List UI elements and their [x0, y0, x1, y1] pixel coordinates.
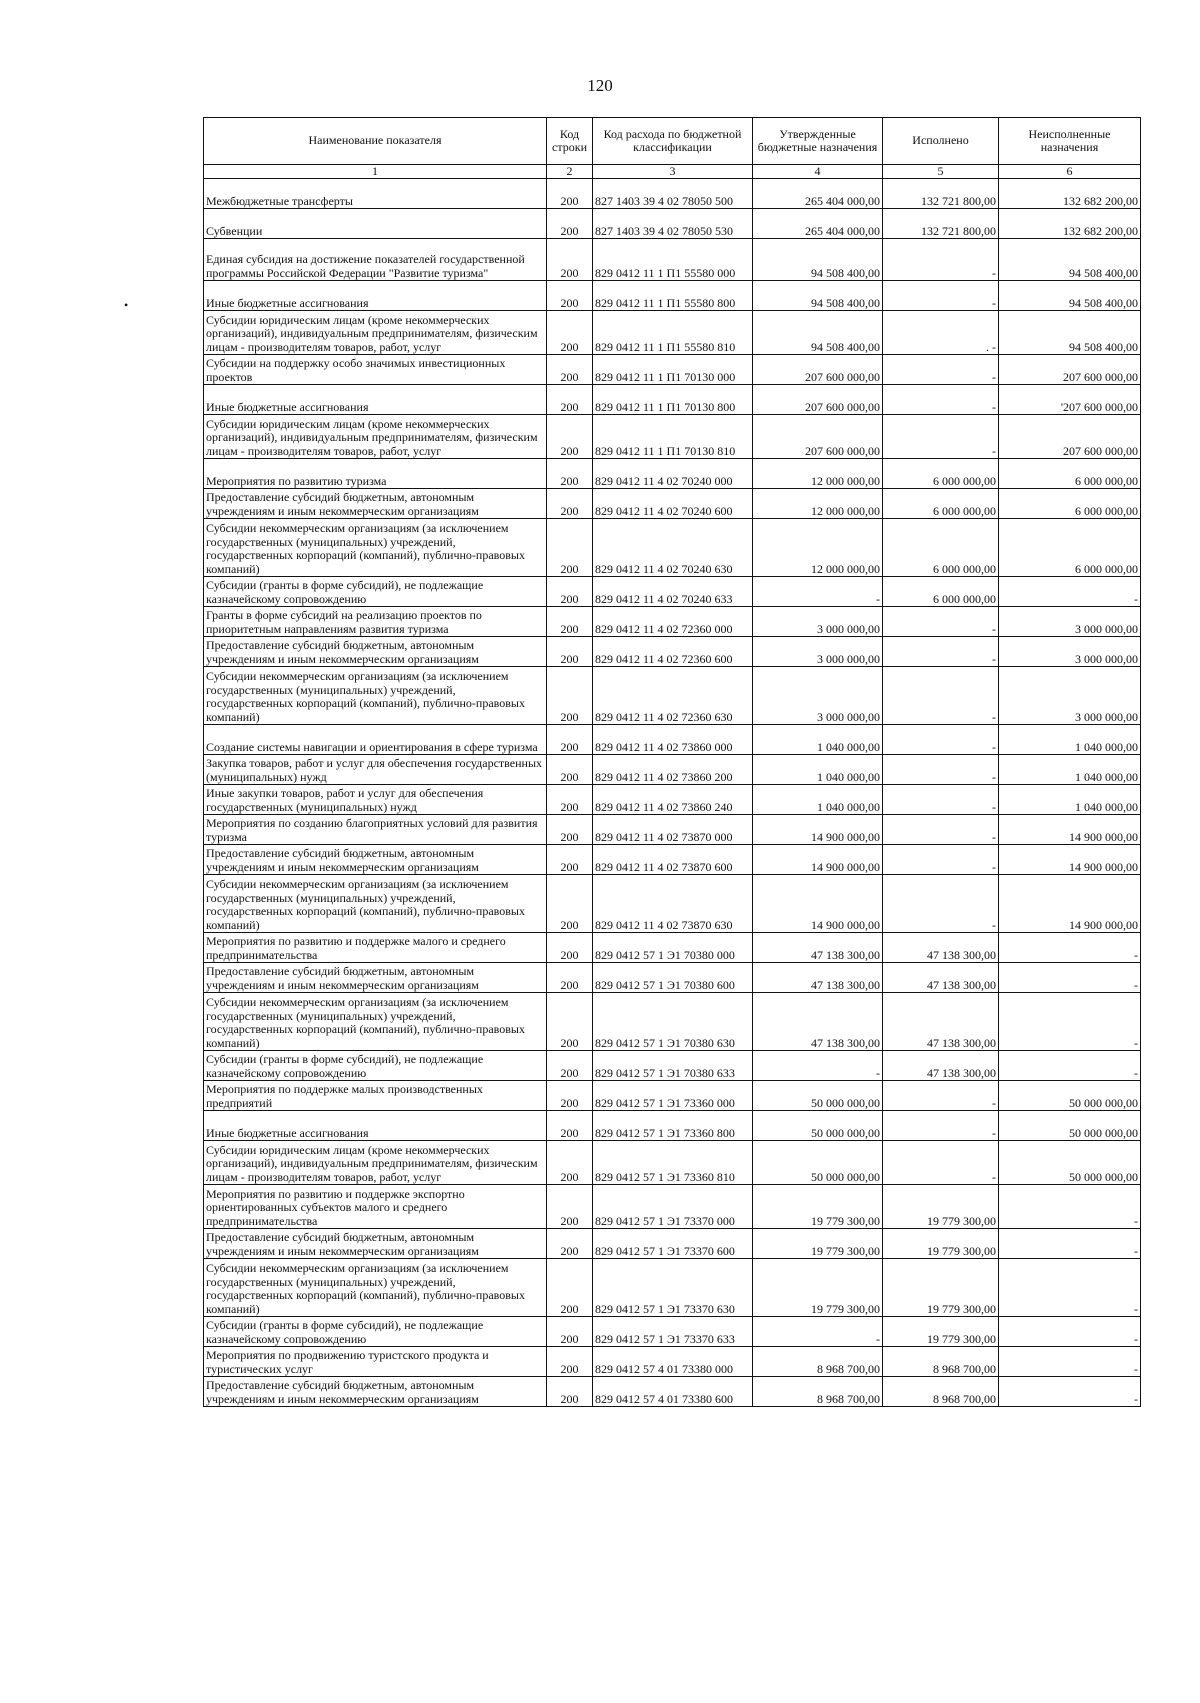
executed-amount: - — [883, 637, 999, 667]
table-row — [204, 725, 1141, 755]
classification-code: 829 0412 11 1 П1 70130 000 — [593, 355, 753, 385]
executed-amount: 6 000 000,00 — [883, 577, 999, 607]
line-code: 200 — [547, 785, 593, 815]
unexecuted-amount: 3 000 000,00 — [999, 607, 1141, 637]
line-code: 200 — [547, 1185, 593, 1229]
unexecuted-amount: - — [999, 1051, 1141, 1081]
indicator-name: Субсидии некоммерческим организациям (за исключением государственных (муниципальных) учреждений, государственных корпораций (компаний), публично-правовых компаний) — [204, 875, 547, 933]
unexecuted-amount: 6 000 000,00 — [999, 489, 1141, 519]
unexecuted-amount: 3 000 000,00 — [999, 667, 1141, 725]
indicator-name: Мероприятия по поддержке малых производственных предприятий — [204, 1081, 547, 1111]
line-code: 200 — [547, 577, 593, 607]
classification-code: 829 0412 11 1 П1 55580 000 — [593, 239, 753, 281]
line-code: 200 — [547, 875, 593, 933]
unexecuted-amount: - — [999, 1347, 1141, 1377]
unexecuted-amount: 94 508 400,00 — [999, 239, 1141, 281]
executed-amount: 132 721 800,00 — [883, 179, 999, 209]
unexecuted-amount: 207 600 000,00 — [999, 355, 1141, 385]
indicator-name: Субсидии (гранты в форме субсидий), не подлежащие казначейскому сопровождению — [204, 1051, 547, 1081]
executed-amount: - — [883, 725, 999, 755]
line-code: 200 — [547, 993, 593, 1051]
classification-code: 829 0412 11 1 П1 55580 800 — [593, 281, 753, 311]
approved-amount: 50 000 000,00 — [753, 1081, 883, 1111]
table-row — [204, 1259, 1141, 1317]
table-row — [204, 281, 1141, 311]
approved-amount: 14 900 000,00 — [753, 815, 883, 845]
approved-amount: 3 000 000,00 — [753, 607, 883, 637]
approved-amount: 1 040 000,00 — [753, 755, 883, 785]
approved-amount: 94 508 400,00 — [753, 281, 883, 311]
table-row — [204, 933, 1141, 963]
approved-amount: 47 138 300,00 — [753, 933, 883, 963]
approved-amount: 8 968 700,00 — [753, 1377, 883, 1407]
indicator-name: Предоставление субсидий бюджетным, автономным учреждениям и иным некоммерческим организациям — [204, 1377, 547, 1407]
approved-amount: 207 600 000,00 — [753, 385, 883, 415]
table-row — [204, 209, 1141, 239]
indicator-name: Закупка товаров, работ и услуг для обеспечения государственных (муниципальных) нужд — [204, 755, 547, 785]
line-code: 200 — [547, 1111, 593, 1141]
line-code: 200 — [547, 607, 593, 637]
unexecuted-amount: - — [999, 1377, 1141, 1407]
line-code: 200 — [547, 933, 593, 963]
classification-code: 829 0412 57 1 Э1 73370 600 — [593, 1229, 753, 1259]
classification-code: 827 1403 39 4 02 78050 530 — [593, 209, 753, 239]
approved-amount: 3 000 000,00 — [753, 637, 883, 667]
approved-amount: - — [753, 1051, 883, 1081]
executed-amount: - — [883, 239, 999, 281]
indicator-name: Субсидии юридическим лицам (кроме некоммерческих организаций), индивидуальным предпринимателям, физическим лицам - производителям товаров, работ, услуг — [204, 311, 547, 355]
line-code: 200 — [547, 239, 593, 281]
line-code: 200 — [547, 281, 593, 311]
unexecuted-amount: 3 000 000,00 — [999, 637, 1141, 667]
table-row — [204, 1185, 1141, 1229]
classification-code: 827 1403 39 4 02 78050 500 — [593, 179, 753, 209]
approved-amount: 19 779 300,00 — [753, 1185, 883, 1229]
indicator-name: Иные бюджетные ассигнования — [204, 385, 547, 415]
approved-amount: 3 000 000,00 — [753, 667, 883, 725]
header-executed: Исполнено — [883, 118, 999, 165]
unexecuted-amount: - — [999, 577, 1141, 607]
executed-amount: - — [883, 607, 999, 637]
executed-amount: 47 138 300,00 — [883, 993, 999, 1051]
table-row — [204, 637, 1141, 667]
unexecuted-amount: 207 600 000,00 — [999, 415, 1141, 459]
line-code: 200 — [547, 1229, 593, 1259]
header-indicator-name: Наименование показателя — [204, 118, 547, 165]
approved-amount: 207 600 000,00 — [753, 415, 883, 459]
approved-amount: 12 000 000,00 — [753, 489, 883, 519]
executed-amount: - — [883, 755, 999, 785]
indicator-name: Единая субсидия на достижение показателей государственной программы Российской Федерации "Развитие туризма" — [204, 239, 547, 281]
table-row — [204, 785, 1141, 815]
unexecuted-amount: 6 000 000,00 — [999, 519, 1141, 577]
classification-code: 829 0412 11 1 П1 70130 810 — [593, 415, 753, 459]
unexecuted-amount: 50 000 000,00 — [999, 1141, 1141, 1185]
line-code: 200 — [547, 311, 593, 355]
classification-code: 829 0412 57 1 Э1 70380 000 — [593, 933, 753, 963]
indicator-name: Субсидии юридическим лицам (кроме некоммерческих организаций), индивидуальным предпринимателям, физическим лицам - производителям товаров, работ, услуг — [204, 415, 547, 459]
executed-amount: - — [883, 845, 999, 875]
line-code: 200 — [547, 1051, 593, 1081]
executed-amount: - — [883, 281, 999, 311]
classification-code: 829 0412 11 4 02 72360 600 — [593, 637, 753, 667]
line-code: 200 — [547, 815, 593, 845]
line-code: 200 — [547, 755, 593, 785]
approved-amount: 207 600 000,00 — [753, 355, 883, 385]
approved-amount: 1 040 000,00 — [753, 785, 883, 815]
table-row — [204, 311, 1141, 355]
unexecuted-amount: 94 508 400,00 — [999, 281, 1141, 311]
line-code: 200 — [547, 489, 593, 519]
indicator-name: Создание системы навигации и ориентирования в сфере туризма — [204, 725, 547, 755]
executed-amount: 8 968 700,00 — [883, 1347, 999, 1377]
approved-amount: 94 508 400,00 — [753, 239, 883, 281]
classification-code: 829 0412 11 1 П1 70130 800 — [593, 385, 753, 415]
header-unexecuted: Неисполненные назначения — [999, 118, 1141, 165]
classification-code: 829 0412 57 1 Э1 70380 633 — [593, 1051, 753, 1081]
indicator-name: Предоставление субсидий бюджетным, автономным учреждениям и иным некоммерческим организациям — [204, 845, 547, 875]
indicator-name: Субсидии на поддержку особо значимых инвестиционных проектов — [204, 355, 547, 385]
approved-amount: 265 404 000,00 — [753, 179, 883, 209]
executed-amount: 19 779 300,00 — [883, 1185, 999, 1229]
executed-amount: - — [883, 875, 999, 933]
indicator-name: Предоставление субсидий бюджетным, автономным учреждениям и иным некоммерческим организациям — [204, 637, 547, 667]
approved-amount: 12 000 000,00 — [753, 459, 883, 489]
table-header-row — [204, 118, 1141, 165]
unexecuted-amount: - — [999, 1229, 1141, 1259]
indicator-name: Мероприятия по развитию и поддержке экспортно ориентированных субъектов малого и среднего предпринимательства — [204, 1185, 547, 1229]
table-row — [204, 875, 1141, 933]
line-code: 200 — [547, 385, 593, 415]
column-number: 1 — [204, 165, 547, 179]
approved-amount: 50 000 000,00 — [753, 1141, 883, 1185]
table-row — [204, 459, 1141, 489]
table-row — [204, 1051, 1141, 1081]
executed-amount: 6 000 000,00 — [883, 519, 999, 577]
table-row — [204, 239, 1141, 281]
approved-amount: 47 138 300,00 — [753, 993, 883, 1051]
executed-amount: - — [883, 385, 999, 415]
table-row — [204, 415, 1141, 459]
executed-amount: 47 138 300,00 — [883, 1051, 999, 1081]
unexecuted-amount: 1 040 000,00 — [999, 785, 1141, 815]
approved-amount: 14 900 000,00 — [753, 845, 883, 875]
classification-code: 829 0412 11 4 02 72360 630 — [593, 667, 753, 725]
unexecuted-amount: - — [999, 993, 1141, 1051]
executed-amount: 132 721 800,00 — [883, 209, 999, 239]
classification-code: 829 0412 11 4 02 72360 000 — [593, 607, 753, 637]
unexecuted-amount: 1 040 000,00 — [999, 725, 1141, 755]
unexecuted-amount: - — [999, 1259, 1141, 1317]
table-row — [204, 1081, 1141, 1111]
table-row — [204, 179, 1141, 209]
column-number: 5 — [883, 165, 999, 179]
line-code: 200 — [547, 415, 593, 459]
header-classification-code: Код расхода по бюджетной классификации — [593, 118, 753, 165]
column-number: 6 — [999, 165, 1141, 179]
indicator-name: Субсидии некоммерческим организациям (за исключением государственных (муниципальных) учреждений, государственных корпораций (компаний), публично-правовых компаний) — [204, 519, 547, 577]
executed-amount: 6 000 000,00 — [883, 489, 999, 519]
table-row — [204, 385, 1141, 415]
table-row — [204, 355, 1141, 385]
column-number-row — [204, 165, 1141, 179]
classification-code: 829 0412 11 1 П1 55580 810 — [593, 311, 753, 355]
table-row — [204, 1377, 1141, 1407]
indicator-name: Субсидии некоммерческим организациям (за исключением государственных (муниципальных) учреждений, государственных корпораций (компаний), публично-правовых компаний) — [204, 667, 547, 725]
unexecuted-amount: 14 900 000,00 — [999, 845, 1141, 875]
classification-code: 829 0412 57 1 Э1 73360 000 — [593, 1081, 753, 1111]
executed-amount: - — [883, 815, 999, 845]
indicator-name: Субсидии некоммерческим организациям (за исключением государственных (муниципальных) учреждений, государственных корпораций (компаний), публично-правовых компаний) — [204, 993, 547, 1051]
unexecuted-amount: - — [999, 933, 1141, 963]
indicator-name: Предоставление субсидий бюджетным, автономным учреждениям и иным некоммерческим организациям — [204, 489, 547, 519]
classification-code: 829 0412 57 1 Э1 73370 633 — [593, 1317, 753, 1347]
approved-amount: 50 000 000,00 — [753, 1111, 883, 1141]
approved-amount: 8 968 700,00 — [753, 1347, 883, 1377]
unexecuted-amount: 14 900 000,00 — [999, 875, 1141, 933]
executed-amount: 19 779 300,00 — [883, 1317, 999, 1347]
table-row — [204, 577, 1141, 607]
line-code: 200 — [547, 459, 593, 489]
indicator-name: Иные бюджетные ассигнования — [204, 281, 547, 311]
indicator-name: Субсидии (гранты в форме субсидий), не подлежащие казначейскому сопровождению — [204, 1317, 547, 1347]
line-code: 200 — [547, 209, 593, 239]
executed-amount: . - — [883, 311, 999, 355]
executed-amount: - — [883, 1081, 999, 1111]
line-code: 200 — [547, 519, 593, 577]
unexecuted-amount: 132 682 200,00 — [999, 179, 1141, 209]
line-code: 200 — [547, 667, 593, 725]
approved-amount: - — [753, 577, 883, 607]
classification-code: 829 0412 57 1 Э1 70380 630 — [593, 993, 753, 1051]
table-row — [204, 815, 1141, 845]
column-number: 3 — [593, 165, 753, 179]
table-row — [204, 845, 1141, 875]
table-row — [204, 667, 1141, 725]
unexecuted-amount: - — [999, 963, 1141, 993]
column-number: 2 — [547, 165, 593, 179]
classification-code: 829 0412 57 1 Э1 73370 000 — [593, 1185, 753, 1229]
indicator-name: Субсидии некоммерческим организациям (за исключением государственных (муниципальных) учреждений, государственных корпораций (компаний), публично-правовых компаний) — [204, 1259, 547, 1317]
approved-amount: 14 900 000,00 — [753, 875, 883, 933]
classification-code: 829 0412 11 4 02 70240 000 — [593, 459, 753, 489]
indicator-name: Мероприятия по продвижению туристского продукта и туристических услуг — [204, 1347, 547, 1377]
classification-code: 829 0412 11 4 02 70240 630 — [593, 519, 753, 577]
indicator-name: Мероприятия по развитию и поддержке малого и среднего предпринимательства — [204, 933, 547, 963]
table-row — [204, 993, 1141, 1051]
table-row — [204, 963, 1141, 993]
stray-mark: • — [124, 298, 129, 312]
table-row — [204, 1111, 1141, 1141]
executed-amount: 47 138 300,00 — [883, 963, 999, 993]
line-code: 200 — [547, 179, 593, 209]
unexecuted-amount: - — [999, 1185, 1141, 1229]
unexecuted-amount: 1 040 000,00 — [999, 755, 1141, 785]
unexecuted-amount: 132 682 200,00 — [999, 209, 1141, 239]
line-code: 200 — [547, 845, 593, 875]
classification-code: 829 0412 57 4 01 73380 600 — [593, 1377, 753, 1407]
classification-code: 829 0412 11 4 02 73870 600 — [593, 845, 753, 875]
executed-amount: - — [883, 1111, 999, 1141]
approved-amount: 47 138 300,00 — [753, 963, 883, 993]
table-row — [204, 755, 1141, 785]
classification-code: 829 0412 11 4 02 73860 000 — [593, 725, 753, 755]
classification-code: 829 0412 57 4 01 73380 000 — [593, 1347, 753, 1377]
indicator-name: Межбюджетные трансферты — [204, 179, 547, 209]
indicator-name: Иные бюджетные ассигнования — [204, 1111, 547, 1141]
indicator-name: Субвенции — [204, 209, 547, 239]
line-code: 200 — [547, 1141, 593, 1185]
executed-amount: - — [883, 355, 999, 385]
table-body — [204, 179, 1141, 1407]
classification-code: 829 0412 11 4 02 73870 630 — [593, 875, 753, 933]
indicator-name: Предоставление субсидий бюджетным, автономным учреждениям и иным некоммерческим организациям — [204, 963, 547, 993]
indicator-name: Иные закупки товаров, работ и услуг для обеспечения государственных (муниципальных) нужд — [204, 785, 547, 815]
classification-code: 829 0412 11 4 02 70240 633 — [593, 577, 753, 607]
approved-amount: - — [753, 1317, 883, 1347]
line-code: 200 — [547, 637, 593, 667]
table-row — [204, 1317, 1141, 1347]
unexecuted-amount: 94 508 400,00 — [999, 311, 1141, 355]
indicator-name: Мероприятия по развитию туризма — [204, 459, 547, 489]
executed-amount: - — [883, 785, 999, 815]
executed-amount: - — [883, 415, 999, 459]
indicator-name: Субсидии (гранты в форме субсидий), не подлежащие казначейскому сопровождению — [204, 577, 547, 607]
executed-amount: 47 138 300,00 — [883, 933, 999, 963]
classification-code: 829 0412 57 1 Э1 73360 800 — [593, 1111, 753, 1141]
table-row — [204, 1229, 1141, 1259]
table-row — [204, 519, 1141, 577]
line-code: 200 — [547, 1317, 593, 1347]
header-approved: Утвержденные бюджетные назначения — [753, 118, 883, 165]
classification-code: 829 0412 11 4 02 73860 200 — [593, 755, 753, 785]
approved-amount: 19 779 300,00 — [753, 1259, 883, 1317]
unexecuted-amount: 14 900 000,00 — [999, 815, 1141, 845]
approved-amount: 265 404 000,00 — [753, 209, 883, 239]
page-number: 120 — [587, 76, 613, 95]
line-code: 200 — [547, 1347, 593, 1377]
table-row — [204, 1347, 1141, 1377]
classification-code: 829 0412 57 1 Э1 73370 630 — [593, 1259, 753, 1317]
line-code: 200 — [547, 1081, 593, 1111]
unexecuted-amount: - — [999, 1317, 1141, 1347]
line-code: 200 — [547, 725, 593, 755]
approved-amount: 94 508 400,00 — [753, 311, 883, 355]
executed-amount: - — [883, 1141, 999, 1185]
executed-amount: 8 968 700,00 — [883, 1377, 999, 1407]
column-number: 4 — [753, 165, 883, 179]
unexecuted-amount: 50 000 000,00 — [999, 1081, 1141, 1111]
classification-code: 829 0412 57 1 Э1 73360 810 — [593, 1141, 753, 1185]
unexecuted-amount: 6 000 000,00 — [999, 459, 1141, 489]
indicator-name: Гранты в форме субсидий на реализацию проектов по приоритетным направлениям развития туризма — [204, 607, 547, 637]
budget-execution-table — [203, 117, 1141, 1407]
classification-code: 829 0412 11 4 02 73870 000 — [593, 815, 753, 845]
executed-amount: - — [883, 667, 999, 725]
table-row — [204, 1141, 1141, 1185]
classification-code: 829 0412 11 4 02 70240 600 — [593, 489, 753, 519]
approved-amount: 12 000 000,00 — [753, 519, 883, 577]
line-code: 200 — [547, 1377, 593, 1407]
indicator-name: Предоставление субсидий бюджетным, автономным учреждениям и иным некоммерческим организациям — [204, 1229, 547, 1259]
table-row — [204, 607, 1141, 637]
indicator-name: Мероприятия по созданию благоприятных условий для развития туризма — [204, 815, 547, 845]
line-code: 200 — [547, 963, 593, 993]
unexecuted-amount: '207 600 000,00 — [999, 385, 1141, 415]
table-row — [204, 489, 1141, 519]
approved-amount: 1 040 000,00 — [753, 725, 883, 755]
line-code: 200 — [547, 355, 593, 385]
classification-code: 829 0412 11 4 02 73860 240 — [593, 785, 753, 815]
header-line-code: Код строки — [547, 118, 593, 165]
executed-amount: 6 000 000,00 — [883, 459, 999, 489]
line-code: 200 — [547, 1259, 593, 1317]
classification-code: 829 0412 57 1 Э1 70380 600 — [593, 963, 753, 993]
unexecuted-amount: 50 000 000,00 — [999, 1111, 1141, 1141]
approved-amount: 19 779 300,00 — [753, 1229, 883, 1259]
indicator-name: Субсидии юридическим лицам (кроме некоммерческих организаций), индивидуальным предпринимателям, физическим лицам - производителям товаров, работ, услуг — [204, 1141, 547, 1185]
executed-amount: 19 779 300,00 — [883, 1259, 999, 1317]
executed-amount: 19 779 300,00 — [883, 1229, 999, 1259]
